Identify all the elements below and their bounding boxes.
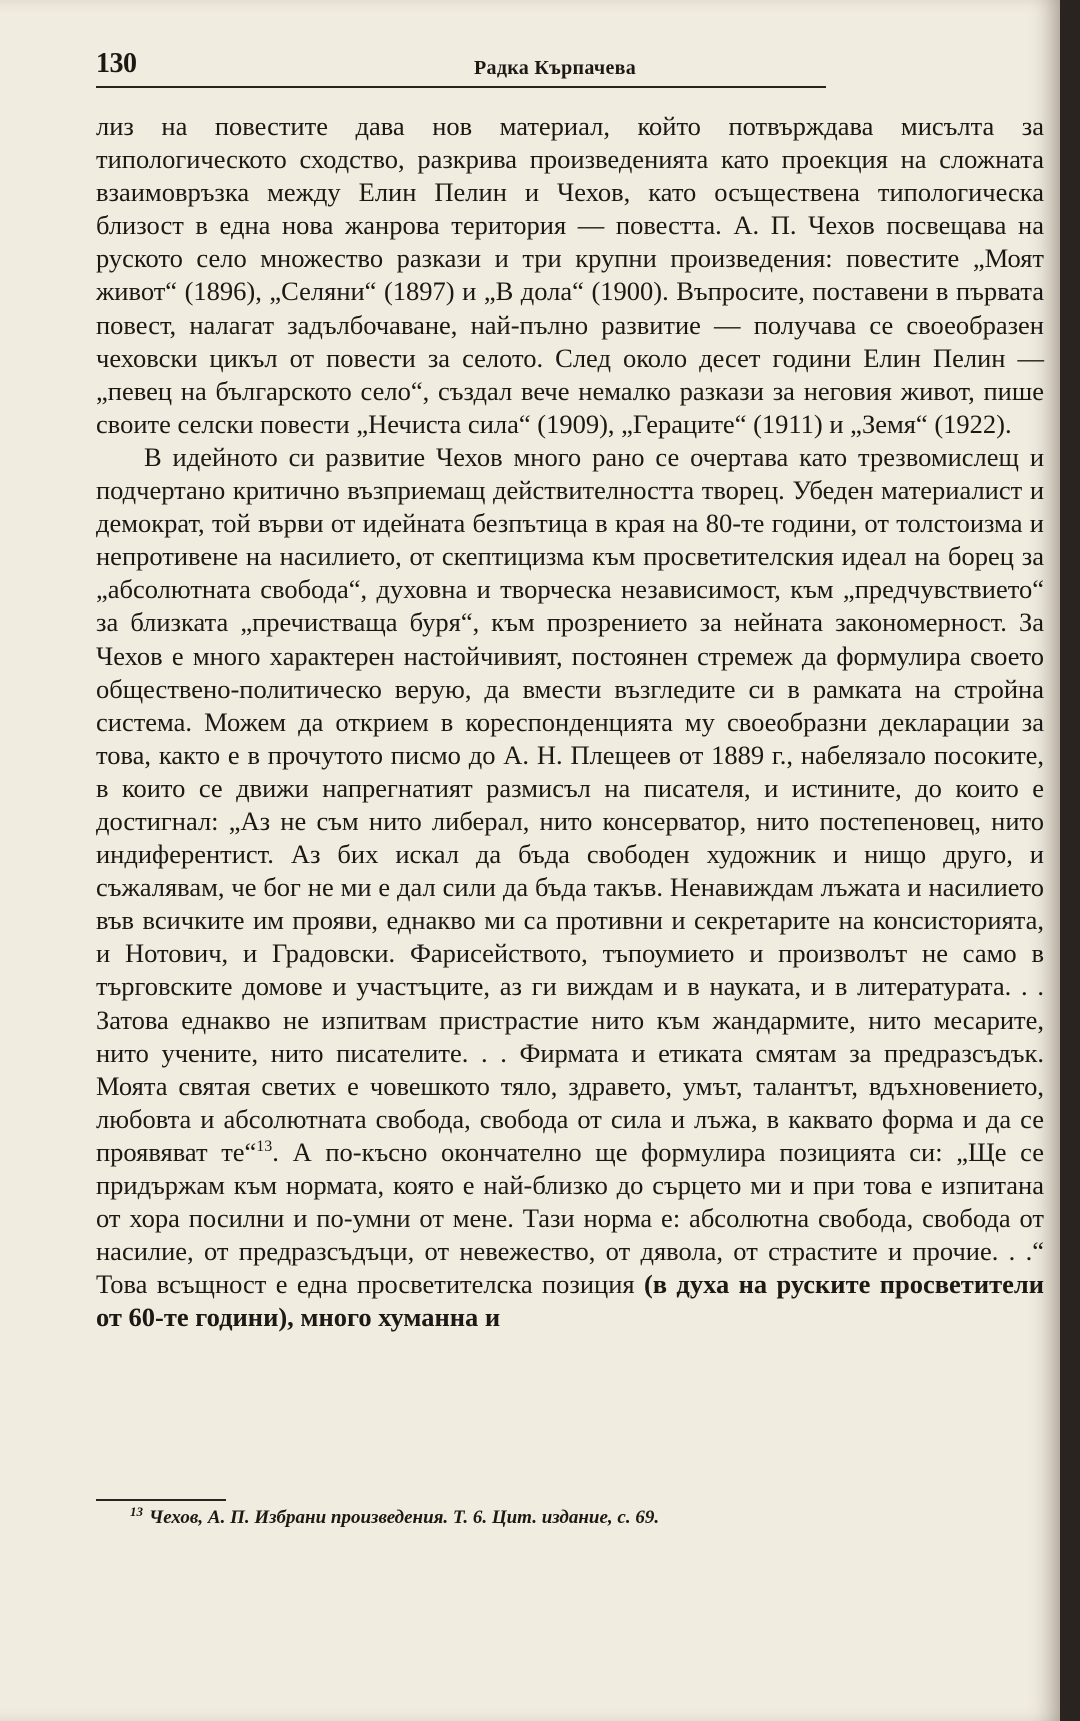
paragraph-1: лиз на повестите дава нов материал, който потвърждава мисълта за типологическото сходство, разкрива произведенията като проекция на сложната взаимовръзка между Елин Пелин и Чехов, като осъществена типологическа близост в една нова жанрова територия — повестта. А. П. Чехов посвещава на руското село множество разкази и три крупни произведения: повестите „Моят живот“ (1896), „Селяни“ (1897) и „В дола“ (1900). Въпросите, поставени в първата повест, налагат задълбочаване, най-пълно развитие — получава се своеобразен чеховски цикъл от повести за селото. След около десет години Елин Пелин — „певец на българското село“, създал вече немалко разкази за неговия живот, пише своите селски повести „Нечиста сила“ (1909), „Гераците“ (1911) и „Земя“ (1922). — [96, 111, 1044, 439]
paragraph-2-text: В идейното си развитие Чехов много рано се очертава като трезвомислещ и подчертано критично възприемащ действителността творец. Убеден материалист и демократ, той върви от идейната безпътица в края на 80-те години, от толстоизма и непротивене на насилието, от скептицизма към просветителския идеал на борец за „абсолютната свобода“, духовна и творческа независимост, към „предчувствието“ за близката „пречистваща буря“, към прозрението за нейната закономерност. За Чехов е много характерен настойчивият, постоянен стремеж да формулира своето обществено-политическо верую, да вмести възгледите си в рамката на стройна система. Можем да открием в кореспонденцията му своеобразни декларации за това, както е в прочутото писмо до А. Н. Плещеев от 1889 г., набелязало посоките, в които се движи напрегнатият размисъл на писателя, и истините, до които е достигнал: „Аз не съм нито либерал, нито консерватор, нито постепеновец, нито индиферентист. Аз бих искал да бъда свободен художник и нищо друго, и съжалявам, че бог не ми е дал сили да бъда такъв. Ненавиждам лъжата и насилието във всичките им прояви, еднакво ми са противни и секретарите на консисторията, и Нотович, и Градовски. Фарисейството, тъпоумието и произволът не само в търговските домове и участъците, аз ги виждам и в науката, и в литературата. . . Затова еднакво не изпитвам пристрастие нито към жандармите, нито месарите, нито учените, нито писателите. . . Фирмата и етиката смятам за предразсъдък. Моята святая светих е човешкото тяло, здравето, умът, талантът, вдъхновението, любовта и абсолютната свобода, свобода от сила и лъжа, в каквато форма и да се проявяват те“ — [96, 441, 1044, 1167]
header-rule — [96, 86, 826, 88]
paragraph-2-continuation: . А по-късно окончателно ще формулира позицията си: „Ще се придържам към нормата, която е най-близко до сърцето ми и при това е изпитана от хора посилни и по-умни от мене. Тази норма е: абсолютна свобода, свобода от насилие, от предразсъдъци, от невежество, от дявола, от страстите и прочие. . .“ Това всъщност е една просветителска позиция — [96, 1136, 1044, 1300]
running-title: Радка Кърпачева — [474, 57, 637, 79]
paragraph-2-bold-tail: (в духа на руските просветители от 60-те години), много хуманна и — [96, 1269, 1044, 1333]
footnote-mark: 13 — [130, 1503, 143, 1519]
footnote — [96, 1505, 1044, 1531]
footnote-text: Чехов, А. П. Избрани произведения. Т. 6. Цит. издание, с. 69. — [149, 1507, 660, 1528]
footnote-reference[interactable]: 13 — [256, 1138, 273, 1156]
footnote-rule — [96, 1499, 226, 1501]
page-header — [96, 48, 1046, 92]
paragraph-2 — [96, 441, 1044, 1335]
body-text — [96, 110, 1044, 1334]
page-number: 130 — [96, 48, 137, 79]
